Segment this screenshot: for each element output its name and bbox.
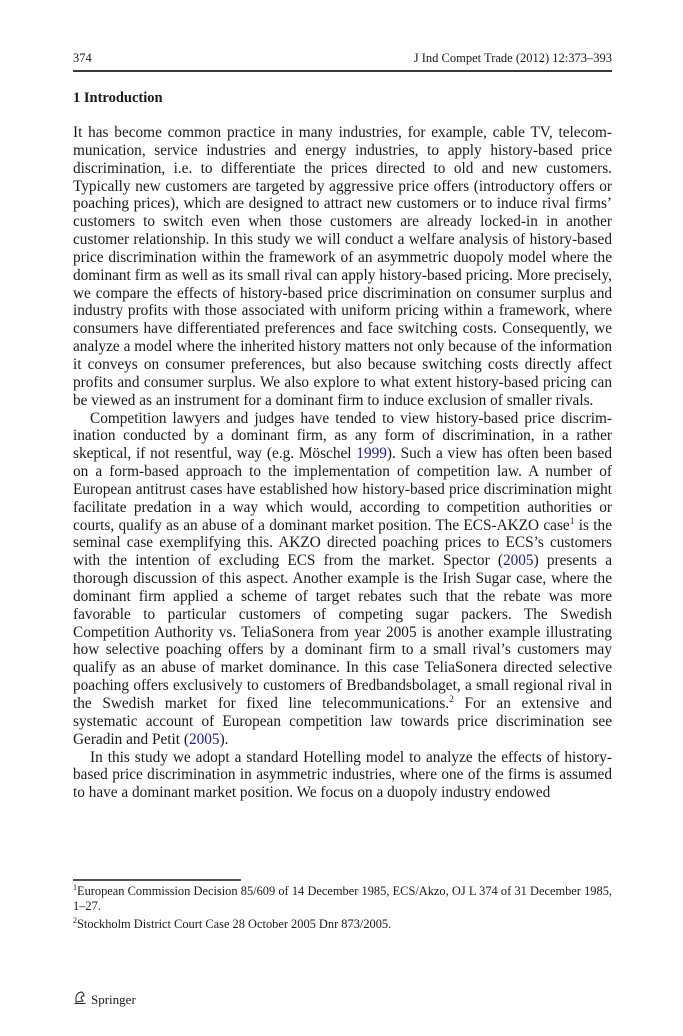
text-run: is the seminal case exemplifying this. AKZO directed poaching prices to ECS’s customers with the intention of excluding ECS from the market. Spector (	[73, 516, 612, 570]
springer-horse-icon	[73, 990, 87, 1009]
text-run: In this study we adopt a standard Hotelling model to analyze the effects of history-based price discrimination in asymmetric industries, where one of the firms is assumed to have a dominant market position. We focus on a duopoly industry endowed	[73, 748, 612, 802]
section-heading: 1 Introduction	[73, 90, 163, 106]
footnote-mark: 2	[73, 916, 77, 925]
journal-reference: J Ind Compet Trade (2012) 12:373–393	[413, 51, 612, 65]
text-run: Competition lawyers and judges have tended to view history-based price discrimination conducted by a dominant firm, as any form of discrimination, in a rather skeptical, if not resentful, way (e.g. Möschel	[73, 409, 612, 463]
footnote-rule	[73, 879, 241, 881]
header-rule	[73, 70, 612, 72]
footnote-2	[73, 917, 612, 932]
citation-link[interactable]: 2005	[188, 730, 220, 748]
paragraph	[73, 410, 612, 749]
text-run: ). Such a view has often been based on a form-based approach to the implementation of competition law. A number of European antitrust cases have established how history-based price discrimination might facilitate predation in a way which would, according to competition authorities or courts, qualify as an abuse of a dominant market position. The ECS-AKZO case	[73, 445, 612, 534]
text-run: It has become common practice in many industries, for example, cable TV, telecommunication, service industries and energy industries, to apply history-based price discrimination, i.e. to differentiate the prices directed to old and new customers. Typically new customers are targeted by aggressive price offers (introductory offers or poaching prices), which are designed to attract new customers or to induce rival firms’ customers to switch even when those customers are already locked-in in another customer relationship. In this study we will conduct a welfare analysis of history-based price discrimination within the framework of an asymmetric duopoly model where the dominant firm as well as its small rival can apply history-based pricing. More precisely, we compare the effects of history-based price discrimination on consumer surplus and industry profits with those associated with uniform pricing within a framework, where consumers have differentiated preferences and face switching costs. Consequently, we analyze a model where the inherited history matters not only because of the information it conveys on consumer preferences, but also because switching costs directly affect profits and consumer surplus. We also explore to what extent history-based pricing can be viewed as an instrument for a dominant firm to induce exclusion of smaller rivals.	[73, 124, 612, 409]
citation-link[interactable]: 1999	[356, 445, 387, 463]
paragraph	[73, 749, 612, 803]
footnote-text: European Commission Decision 85/609 of 14 December 1985, ECS/Akzo, OJ L 374 of 31 December 1985, 1–27.	[73, 884, 612, 913]
body-text	[73, 124, 612, 802]
page-number: 374	[73, 51, 92, 65]
publisher-name: Springer	[91, 991, 136, 1007]
text-run: ).	[219, 730, 229, 748]
text-run: For an extensive and systematic account of European competition law towards price discrimination see Geradin and Petit (	[73, 695, 612, 748]
text-run: ) presents a thorough discussion of this aspect. Another example is the Irish Sugar case, where the dominant firm applied a scheme of target rebates such that the rebate was more favorable to particular customers of competing sugar packers. The Swedish Competition Authority vs. TeliaSonera from year 2005 is another example illustrating how selective poaching offers by a dominant firm to a small rival’s customers may qualify as an abuse of market dominance. In this case TeliaSonera directed selective poaching offers exclusively to customers of Bredbandsbolaget, a small regional rival in the Swedish market for fixed line telecommunications.	[73, 552, 612, 712]
footnote-reference[interactable]: 1	[569, 516, 575, 527]
footnote-1	[73, 884, 612, 914]
footnote-mark: 1	[73, 883, 77, 892]
citation-link[interactable]: 2005	[502, 552, 534, 570]
footnote-reference[interactable]: 2	[449, 695, 454, 705]
paragraph	[73, 124, 612, 410]
footnote-text: Stockholm District Court Case 28 October 2005 Dnr 873/2005.	[77, 917, 392, 931]
publisher-footer	[73, 990, 136, 1009]
